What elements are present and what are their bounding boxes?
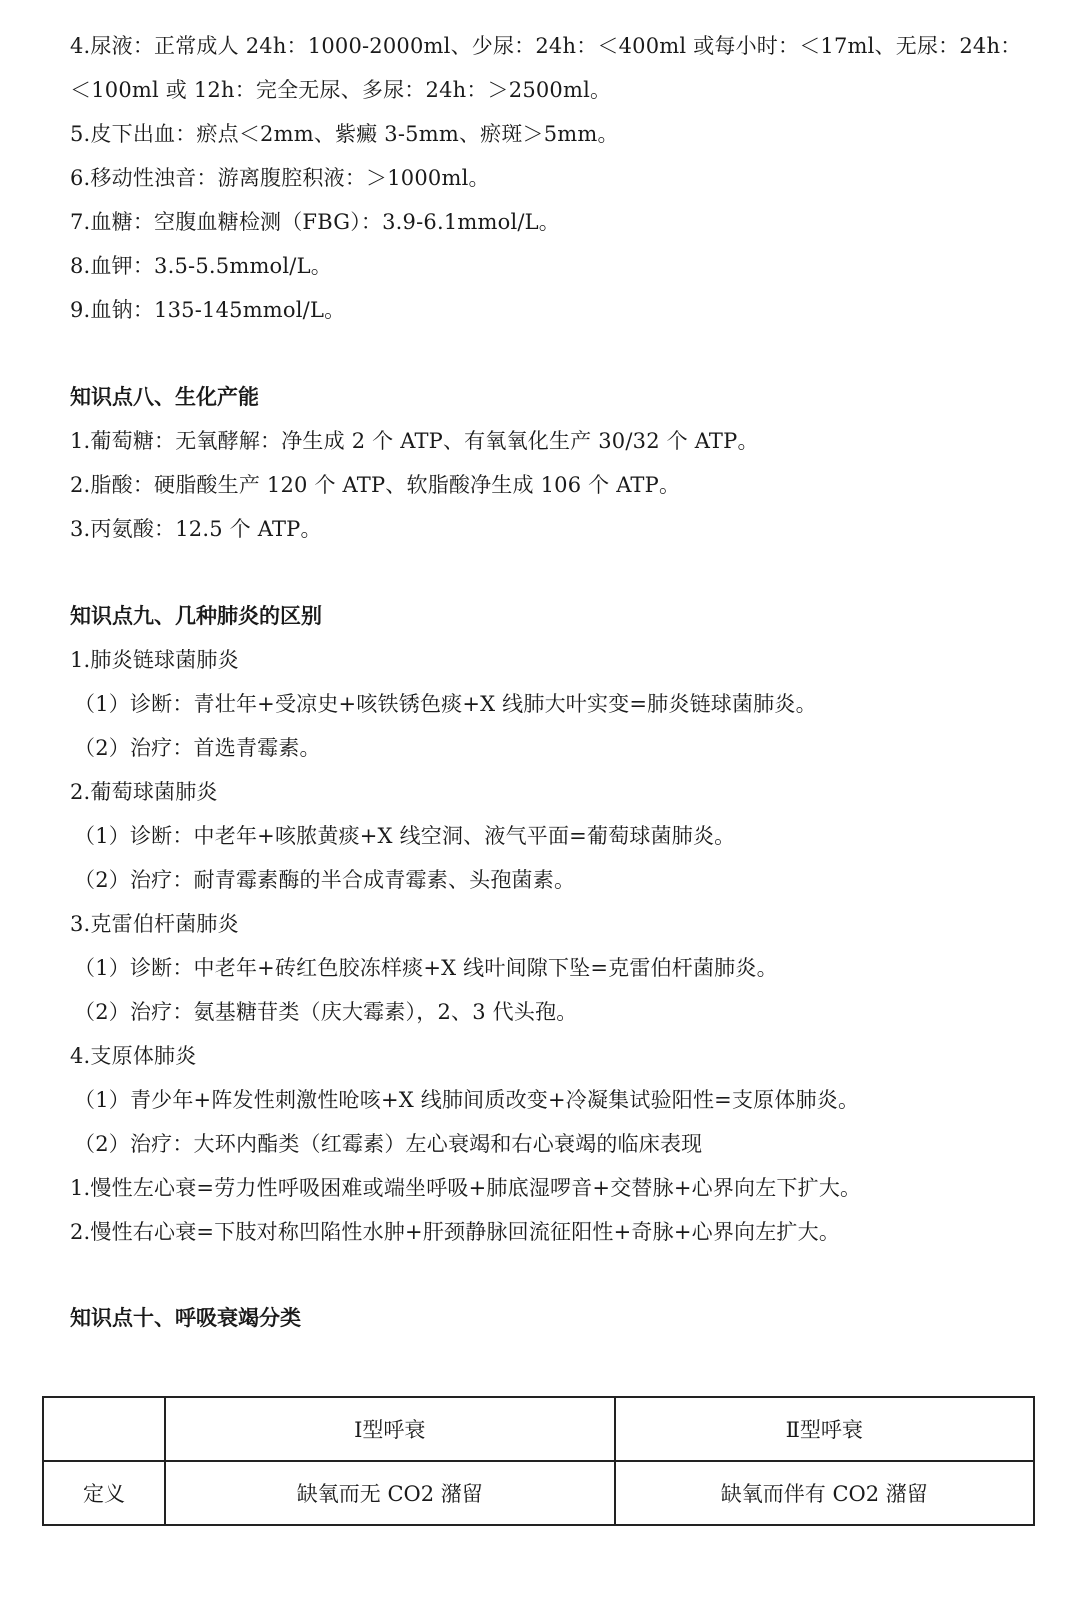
table-header-cell: Ⅱ型呼衰 [615, 1397, 1034, 1461]
text-line: 5.皮下出血：瘀点＜2mm、紫癜 3-5mm、瘀斑＞5mm。 [70, 122, 619, 146]
text-line: 4.尿液：正常成人 24h：1000-2000ml、少尿：24h：＜400ml 或每小时：＜17ml、无尿：24h： [70, 34, 1022, 58]
text-line: 7.血糖：空腹血糖检测（FBG）：3.9-6.1mmol/L。 [70, 210, 560, 234]
text-line: 4.支原体肺炎 [70, 1044, 197, 1068]
text-line: （1）诊断：青壮年+受凉史+咳铁锈色痰+X 线肺大叶实变=肺炎链球菌肺炎。 [74, 692, 817, 716]
table-row [43, 1461, 1034, 1525]
text-line: 1.肺炎链球菌肺炎 [70, 648, 239, 672]
text-line: 2.脂酸：硬脂酸生产 120 个 ATP、软脂酸净生成 106 个 ATP。 [70, 473, 681, 497]
section-heading: 知识点八、生化产能 [70, 385, 259, 409]
text-line: ＜100ml 或 12h：完全无尿、多尿：24h：＞2500ml。 [70, 78, 612, 102]
text-line: （2）治疗：氨基糖苷类（庆大霉素），2、3 代头孢。 [74, 1000, 578, 1024]
table-header-cell: Ⅰ型呼衰 [165, 1397, 615, 1461]
table-cell: 缺氧而伴有 CO2 潴留 [615, 1461, 1034, 1525]
text-line: 3.丙氨酸：12.5 个 ATP。 [70, 517, 322, 541]
section-heading: 知识点十、呼吸衰竭分类 [70, 1306, 301, 1330]
respiratory-failure-table [42, 1396, 1035, 1526]
table-cell: 缺氧而无 CO2 潴留 [165, 1461, 615, 1525]
text-line: 1.葡萄糖：无氧酵解：净生成 2 个 ATP、有氧氧化生产 30/32 个 ATP。 [70, 429, 759, 453]
text-line: （1）青少年+阵发性刺激性呛咳+X 线肺间质改变+冷凝集试验阳性=支原体肺炎。 [74, 1088, 860, 1112]
table-header-row [43, 1397, 1034, 1461]
section-heading: 知识点九、几种肺炎的区别 [70, 604, 322, 628]
text-line: 8.血钾：3.5-5.5mmol/L。 [70, 254, 332, 278]
text-line: （2）治疗：耐青霉素酶的半合成青霉素、头孢菌素。 [74, 868, 576, 892]
text-line: 2.慢性右心衰=下肢对称凹陷性水肿+肝颈静脉回流征阳性+奇脉+心界向左扩大。 [70, 1220, 841, 1244]
text-line: （2）治疗：首选青霉素。 [74, 736, 321, 760]
table-cell: 定义 [43, 1461, 165, 1525]
text-line: （1）诊断：中老年+咳脓黄痰+X 线空洞、液气平面=葡萄球菌肺炎。 [74, 824, 736, 848]
table-header-cell [43, 1397, 165, 1461]
text-line: 1.慢性左心衰=劳力性呼吸困难或端坐呼吸+肺底湿啰音+交替脉+心界向左下扩大。 [70, 1176, 862, 1200]
text-line: （2）治疗：大环内酯类（红霉素）左心衰竭和右心衰竭的临床表现 [74, 1132, 703, 1156]
text-line: 2.葡萄球菌肺炎 [70, 780, 218, 804]
text-line: 3.克雷伯杆菌肺炎 [70, 912, 239, 936]
text-line: 9.血钠：135-145mmol/L。 [70, 298, 346, 322]
text-line: （1）诊断：中老年+砖红色胶冻样痰+X 线叶间隙下坠=克雷伯杆菌肺炎。 [74, 956, 778, 980]
text-line: 6.移动性浊音：游离腹腔积液：＞1000ml。 [70, 166, 490, 190]
